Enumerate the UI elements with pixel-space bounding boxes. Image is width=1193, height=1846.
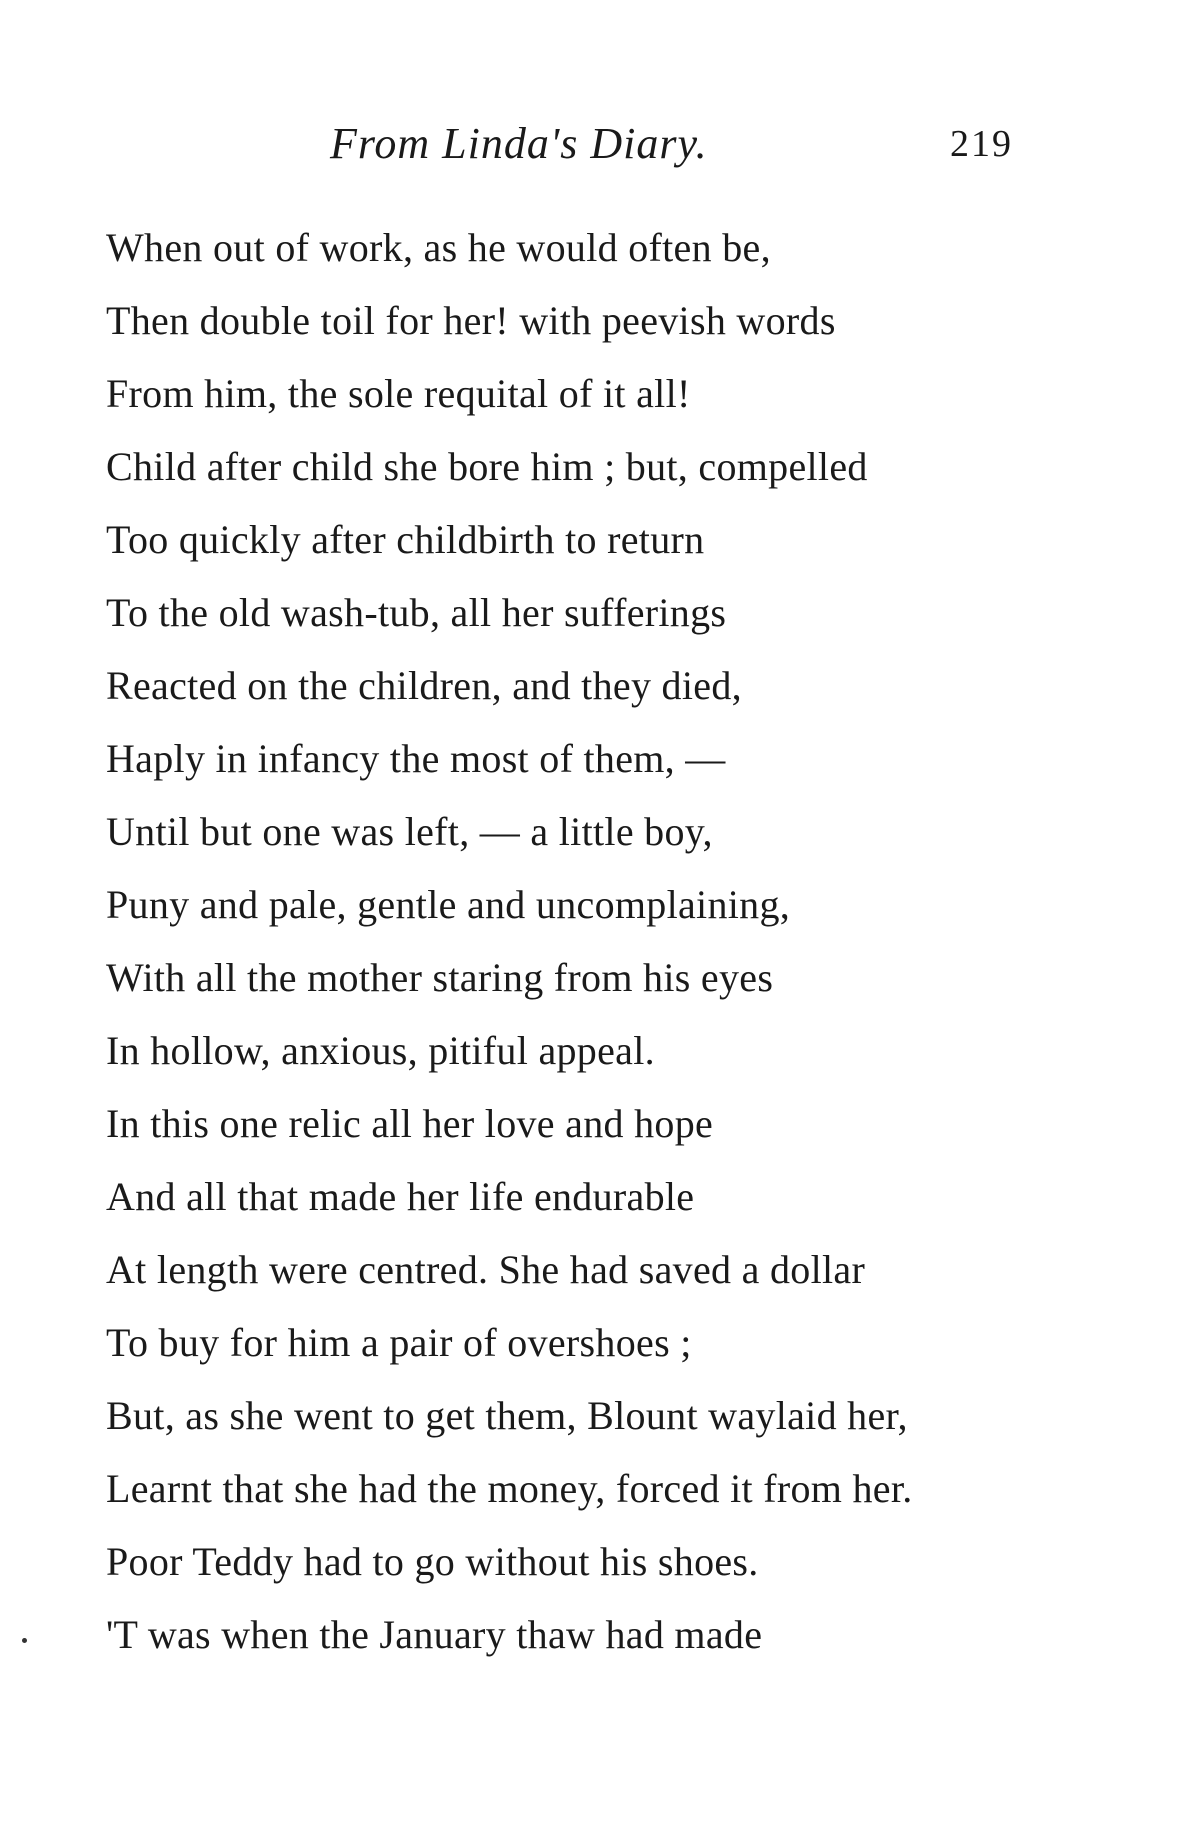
poem-line: When out of work, as he would often be, [106,225,771,270]
poem-line: At length were centred. She had saved a dollar [106,1247,866,1292]
poem-line: Puny and pale, gentle and uncomplaining, [106,882,791,927]
poem-line: To the old wash-tub, all her sufferings [106,590,727,635]
poem-line: Too quickly after childbirth to return [106,517,705,562]
running-title: From Linda's Diary. [330,119,708,168]
poem-line: Reacted on the children, and they died, [106,663,742,708]
poem-line: Haply in infancy the most of them, — [106,736,726,781]
margin-speck [22,1638,27,1643]
page-number: 219 [950,123,1013,165]
poem-line: In this one relic all her love and hope [106,1101,714,1146]
poem-line: From him, the sole requital of it all! [106,371,691,416]
poem-text [106,222,1066,1682]
poem-line: Then double toil for her! with peevish words [106,298,836,343]
poem-line: To buy for him a pair of overshoes ; [106,1320,692,1365]
poem-line: Until but one was left, — a little boy, [106,809,713,854]
running-head [0,118,1193,178]
poem-line: In hollow, anxious, pitiful appeal. [106,1028,655,1073]
poem-line: 'T was when the January thaw had made [106,1612,763,1657]
poem-line: With all the mother staring from his eyes [106,955,774,1000]
poem-line: Child after child she bore him ; but, compelled [106,444,868,489]
poem-line: Poor Teddy had to go without his shoes. [106,1539,759,1584]
poem-line: Learnt that she had the money, forced it from her. [106,1466,913,1511]
poem-line: But, as she went to get them, Blount waylaid her, [106,1393,908,1438]
poem-line: And all that made her life endurable [106,1174,695,1219]
